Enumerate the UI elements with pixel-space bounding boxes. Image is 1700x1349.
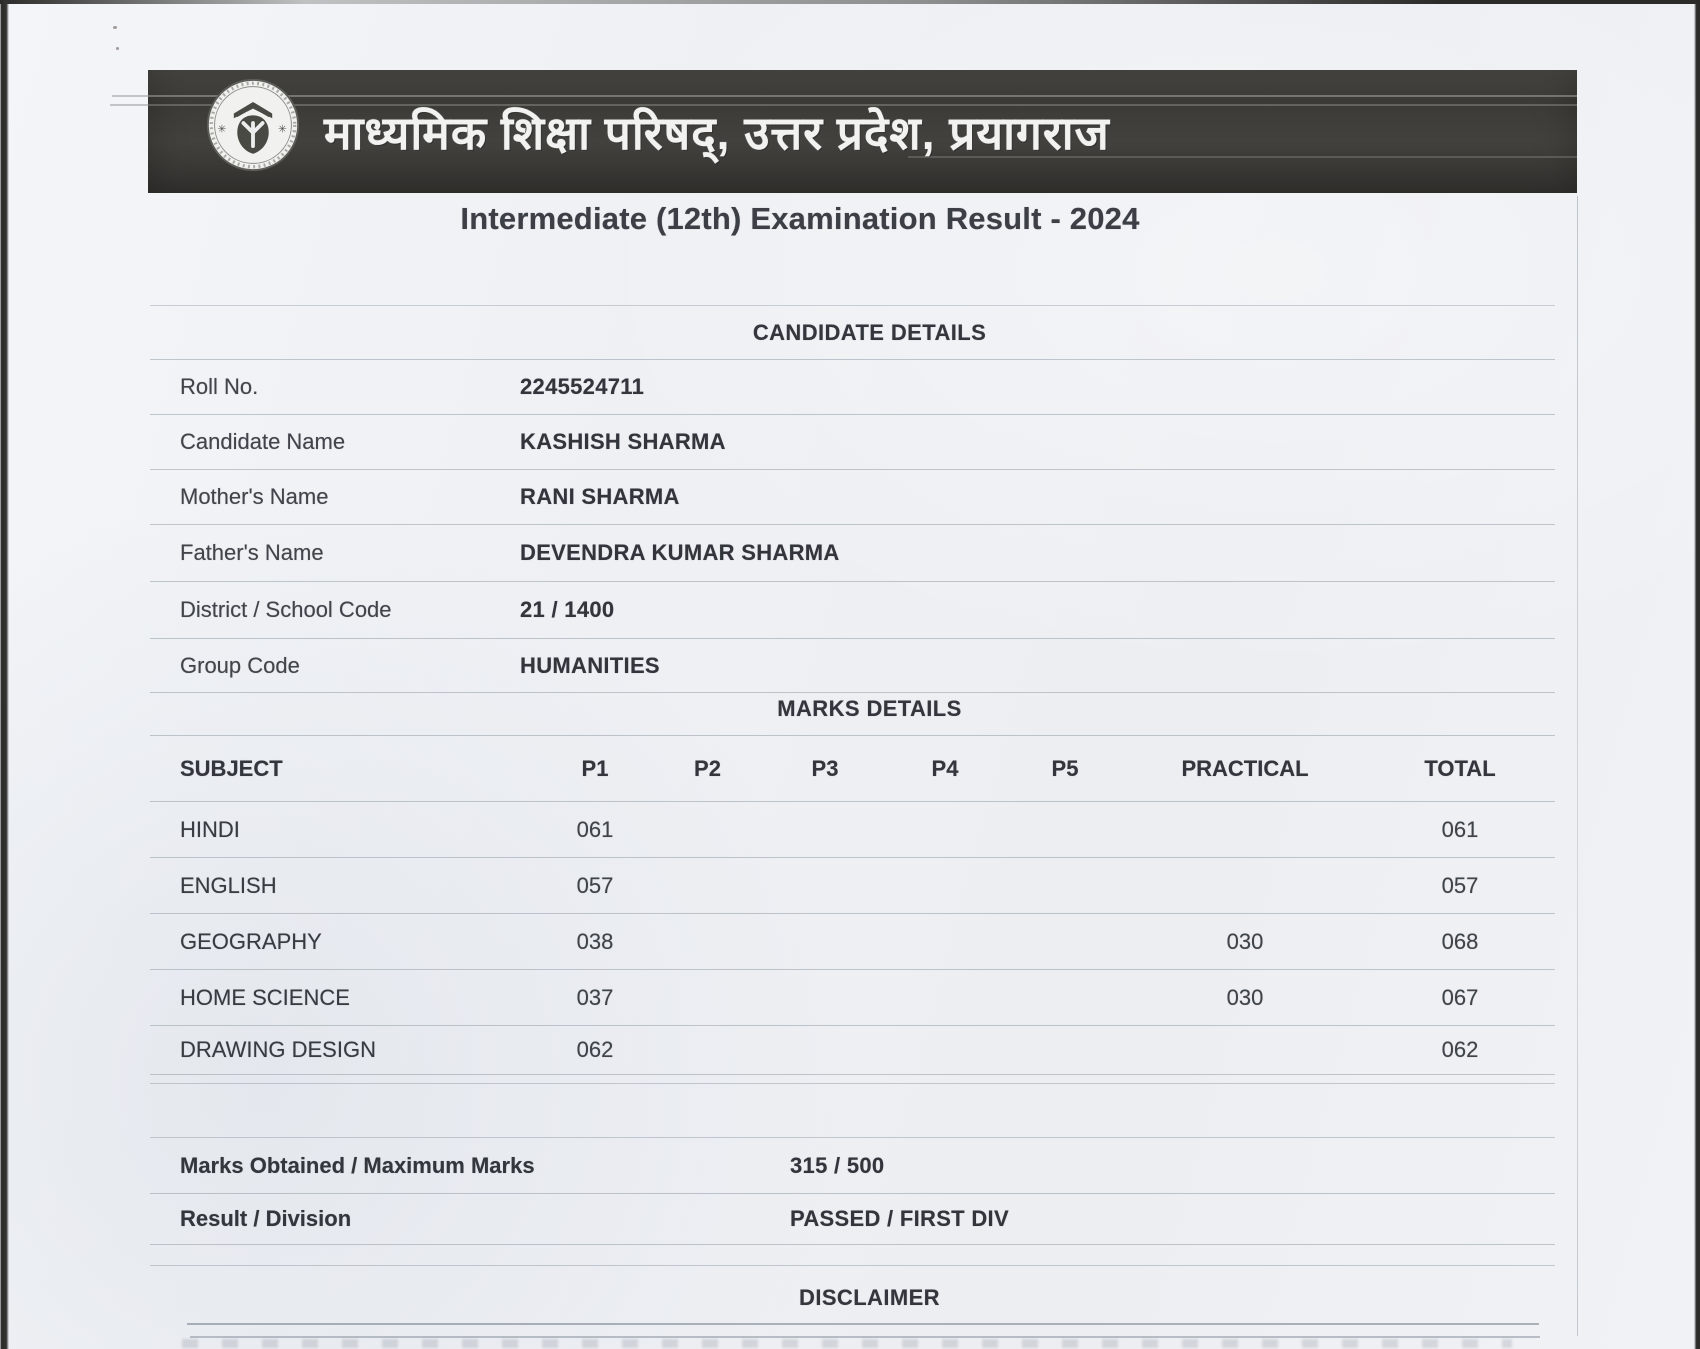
p1-cell: 061 [576,816,614,842]
col-header-subject: SUBJECT [180,755,283,781]
summary-value: 315 / 500 [790,1152,885,1178]
col-header-p3: P3 [811,755,839,781]
candidate-row-district-school [150,582,1555,639]
total-cell: 067 [1441,984,1479,1010]
field-label: Candidate Name [180,429,346,454]
candidate-row-father [150,525,1555,582]
separator-line [187,1323,1539,1325]
scan-edge-left [0,0,9,1349]
disclaimer-heading: DISCLAIMER [799,1285,940,1310]
candidate-row-mother [150,470,1555,525]
field-value: RANI SHARMA [520,484,680,509]
field-label: Mother's Name [180,484,329,509]
marks-row-drawing-design [150,1026,1555,1075]
board-emblem-icon [205,77,301,173]
summary-value: PASSED / FIRST DIV [790,1206,1009,1231]
p1-cell: 038 [576,928,614,954]
candidate-details-section [150,305,1555,693]
total-cell: 062 [1441,1037,1479,1062]
candidate-details-heading: CANDIDATE DETAILS [752,319,987,345]
separator-line [150,1265,1555,1266]
col-header-total: TOTAL [1424,755,1496,781]
board-logo [205,77,301,173]
marks-row-geography [150,914,1555,970]
subject-cell: ENGLISH [180,872,277,898]
field-value: KASHISH SHARMA [520,429,726,454]
p1-cell: 062 [576,1037,614,1062]
svg-text:✳: ✳ [277,123,287,136]
subject-cell: GEOGRAPHY [180,928,322,954]
total-cell: 068 [1441,928,1479,954]
subject-cell: HOME SCIENCE [180,984,350,1010]
board-name-hindi: माध्यमिक शिक्षा परिषद्, उत्तर प्रदेश, प्रयागराज [324,106,1110,159]
board-header-banner [148,70,1577,193]
page-title: Intermediate (12th) Examination Result - 2024 [460,201,1140,236]
scan-streak [112,95,150,97]
col-header-p5: P5 [1051,755,1079,781]
marks-details-heading: MARKS DETAILS [777,695,962,721]
marks-row-english [150,858,1555,914]
total-cell: 061 [1441,816,1479,842]
col-header-p1: P1 [581,755,609,781]
marks-row-hindi [150,802,1555,858]
field-value: HUMANITIES [520,652,660,678]
svg-text:✳: ✳ [217,123,227,136]
summary-row-marks-obtained [150,1137,1555,1194]
separator-line [150,1083,1555,1084]
col-header-p2: P2 [694,755,721,781]
summary-label: Marks Obtained / Maximum Marks [180,1152,535,1178]
marks-table-header [150,736,1555,802]
marks-details-section [150,682,1555,1075]
candidate-row-roll-no [150,360,1555,415]
subject-cell: DRAWING DESIGN [180,1037,376,1062]
separator-line [190,1336,1540,1338]
field-label: Group Code [180,652,300,678]
total-cell: 057 [1441,872,1479,898]
scan-edge-top [0,0,1700,4]
practical-cell: 030 [1226,928,1264,954]
col-header-practical: PRACTICAL [1181,755,1309,781]
field-value: DEVENDRA KUMAR SHARMA [520,540,840,565]
practical-cell: 030 [1226,984,1264,1010]
scan-streak [110,104,150,106]
result-summary-section [150,1137,1555,1245]
disclaimer-section [150,1280,1555,1316]
scan-speck [116,47,119,50]
candidate-row-name [150,415,1555,470]
col-header-p4: P4 [931,755,959,781]
paper-fold-line [1577,196,1578,1336]
scan-edge-right [1694,0,1700,1349]
p1-cell: 057 [576,872,614,898]
field-value: 21 / 1400 [520,597,615,622]
field-label: District / School Code [180,597,392,622]
cut-off-text-artifact [182,1339,1512,1348]
marks-row-home-science [150,970,1555,1026]
field-label: Roll No. [180,374,259,399]
field-label: Father's Name [180,540,324,565]
scan-speck [113,26,117,29]
field-value: 2245524711 [520,374,645,399]
p1-cell: 037 [576,984,614,1010]
summary-row-result-division [150,1194,1555,1245]
summary-label: Result / Division [180,1206,352,1231]
subject-cell: HINDI [180,816,240,842]
